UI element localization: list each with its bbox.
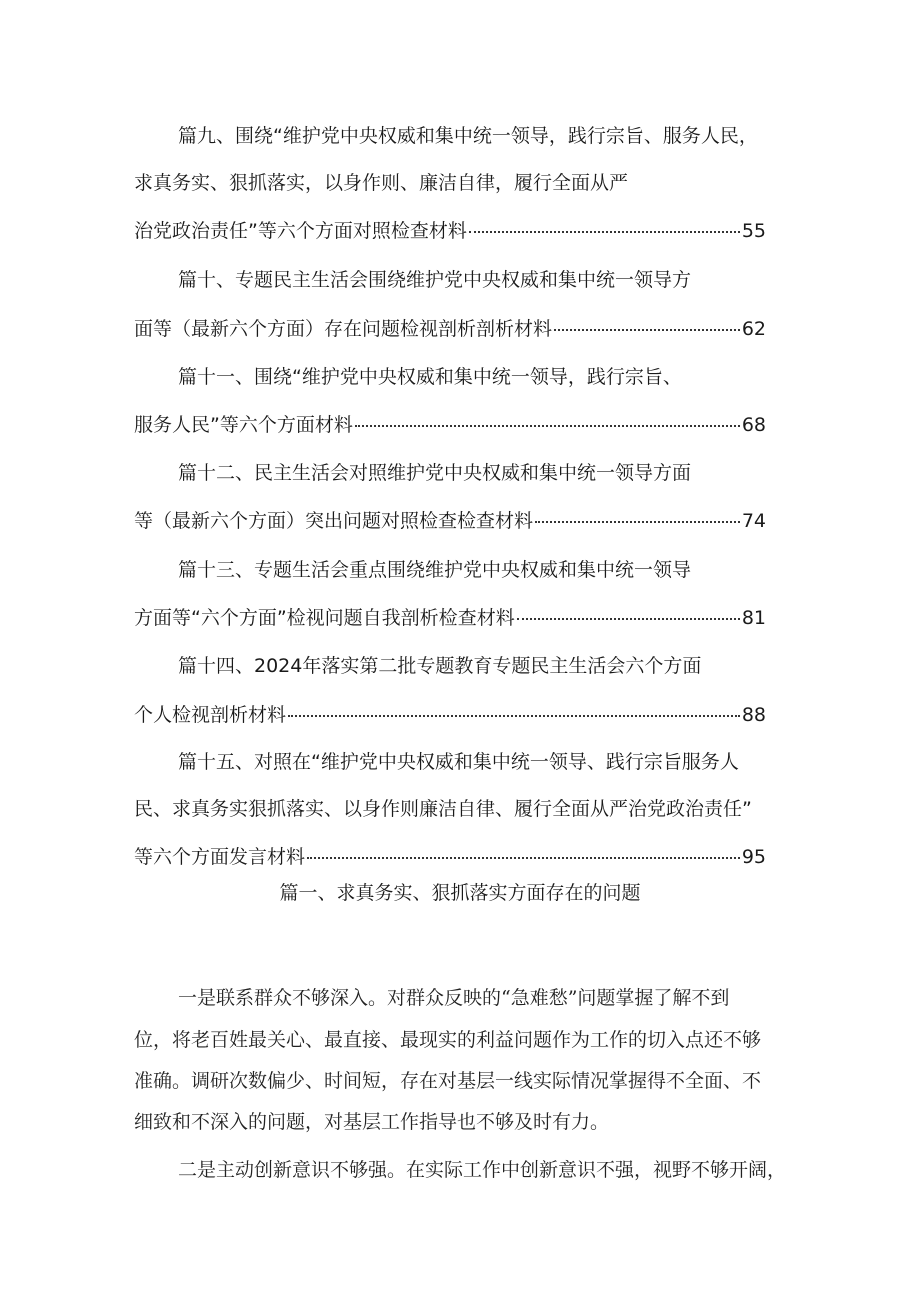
toc-entry-15-line-2[interactable] [0,789,920,829]
toc-page-number: 95 [741,846,766,868]
dot-leader [535,521,740,523]
toc-entry-9-line-2[interactable] [0,163,920,203]
toc-entry-text: 服务人民”等六个方面材料 [134,414,353,436]
toc-entry-10-line-2[interactable] [0,309,920,349]
toc-entry-10-line-1[interactable] [0,260,920,300]
paragraph-line: 细致和不深入的问题，对基层工作指导也不够及时有力。 [134,1111,610,1133]
toc-entry-13-line-1[interactable] [0,550,920,590]
toc-entry-text: 民、求真务实狠抓落实、以身作则廉洁自律、履行全面从严治党政治责任” [134,798,752,820]
dot-leader [517,618,740,620]
toc-page-number: 88 [741,704,766,726]
paragraph-line: 一是联系群众不够深入。对群众反映的“急难愁”问题掌握了解不到 [178,987,730,1009]
toc-entry-text: 等六个方面发言材料 [134,846,306,868]
toc-entry-text: 等（最新六个方面）突出问题对照检查检查材料 [134,510,534,532]
toc-page-number: 62 [741,318,766,340]
section-title: 篇一、求真务实、狠抓落实方面存在的问题 [279,882,641,904]
paragraph-line: 二是主动创新意识不够强。在实际工作中创新意识不强，视野不够开阔， [178,1159,787,1181]
toc-entry-text: 求真务实、狠抓落实，以身作则、廉洁自律，履行全面从严 [134,172,629,194]
toc-page-number: 81 [741,607,766,629]
toc-entry-text: 篇十一、围绕“维护党中央权威和集中统一领导，践行宗旨、 [178,366,682,388]
toc-entry-15-line-1[interactable] [0,742,920,782]
toc-entry-15-line-3[interactable] [0,837,920,877]
toc-entry-11-line-1[interactable] [0,357,920,397]
toc-entry-9-line-1[interactable] [0,116,920,156]
dot-leader [554,329,740,331]
toc-entry-text: 篇十三、专题生活会重点围绕维护党中央权威和集中统一领导 [178,559,692,581]
toc-entry-14-line-1[interactable] [0,646,920,686]
toc-entry-text: 篇九、围绕“维护党中央权威和集中统一领导，践行宗旨、服务人民， [178,125,758,147]
dot-leader [469,231,740,233]
paragraph-line: 位，将老百姓最关心、最直接、最现实的利益问题作为工作的切入点还不够 [134,1029,762,1051]
toc-entry-11-line-2[interactable] [0,405,920,445]
toc-entry-text: 篇十五、对照在“维护党中央权威和集中统一领导、践行宗旨服务人 [178,751,739,773]
toc-entry-text: 面等（最新六个方面）存在问题检视剖析剖析材料 [134,318,553,340]
paragraph-line: 准确。调研次数偏少、时间短，存在对基层一线实际情况掌握得不全面、不 [134,1070,762,1092]
toc-page-number: 68 [741,414,766,436]
toc-entry-text: 治党政治责任”等六个方面对照检查材料 [134,220,467,242]
toc-entry-13-line-2[interactable] [0,598,920,638]
toc-entry-12-line-1[interactable] [0,453,920,493]
toc-entry-9-line-3[interactable] [0,211,920,251]
toc-entry-12-line-2[interactable] [0,501,920,541]
toc-entry-text: 方面等“六个方面”检视问题自我剖析检查材料 [134,607,515,629]
toc-page-number: 74 [741,510,766,532]
toc-entry-text: 篇十二、民主生活会对照维护党中央权威和集中统一领导方面 [178,462,692,484]
toc-entry-text: 个人检视剖析材料 [134,704,287,726]
toc-entry-14-line-2[interactable] [0,695,920,735]
dot-leader [355,425,740,427]
dot-leader [288,715,740,717]
toc-entry-text: 篇十、专题民主生活会围绕维护党中央权威和集中统一领导方 [178,269,692,291]
dot-leader [307,857,740,859]
toc-page-number: 55 [741,220,766,242]
toc-entry-text: 篇十四、2024年落实第二批专题教育专题民主生活会六个方面 [178,655,702,677]
